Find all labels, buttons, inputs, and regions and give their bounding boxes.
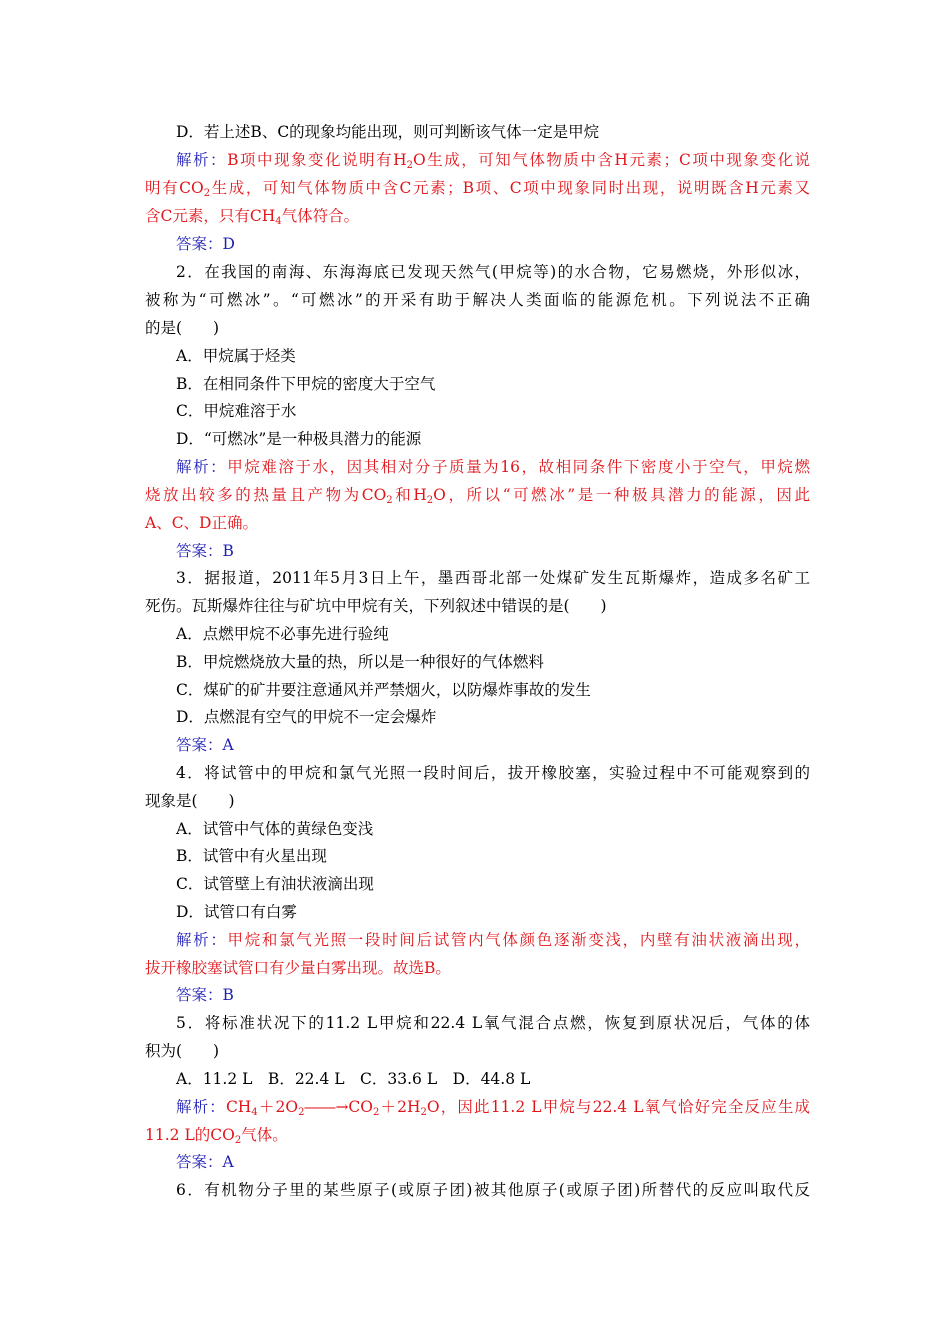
- q4-stem-line-2: 现象是( ): [145, 792, 235, 810]
- q3-stem-line-1: 3．据报道，2011年5月3日上午，墨西哥北部一处煤矿发生瓦斯爆炸，造成多名矿工: [176, 569, 810, 587]
- q4-stem-line-1: 4．将试管中的甲烷和氯气光照一段时间后，拔开橡胶塞，实验过程中不可能观察到的: [176, 764, 810, 782]
- q2-stem-line-1: 2．在我国的南海、东海海底已发现天然气(甲烷等)的水合物，它易燃烧，外形似冰，: [176, 263, 810, 281]
- q5-stem-line-1: 5．将标准状况下的11.2 L甲烷和22.4 L氧气混合点燃，恢复到原状况后，气体的体: [176, 1014, 810, 1032]
- analysis-label: 解析：: [176, 931, 228, 949]
- q2-stem-line-3: 的是( ): [145, 319, 220, 337]
- analysis-label: 解析：: [176, 458, 228, 476]
- q1-analysis-line-3: 含C元素，只有$CH_4$气体符合。: [145, 207, 360, 227]
- q5-options: A．11.2 L B．22.4 L C．33.6 L D．44.8 L: [176, 1070, 531, 1088]
- q1-answer: 答案：D: [176, 235, 235, 253]
- q1-analysis-line-1: 解析：B项中现象变化说明有$H_2O$生成，可知气体物质中含H元素；C项中现象变化说: [176, 151, 810, 171]
- q3-stem-line-2: 死伤。瓦斯爆炸往往与矿坑中甲烷有关，下列叙述中错误的是( ): [145, 597, 607, 615]
- q5-analysis-line-2: 11.2 L的$CO_2$气体。: [145, 1126, 288, 1146]
- q3-option-c: C．煤矿的矿井要注意通风并严禁烟火，以防爆炸事故的发生: [176, 681, 591, 699]
- q2-stem-line-2: 被称为“可燃冰”。“可燃冰”的开采有助于解决人类面临的能源危机。下列说法不正确: [145, 291, 810, 309]
- q6-stem-line-1: 6．有机物分子里的某些原子(或原子团)被其他原子(或原子团)所替代的反应叫取代反: [176, 1181, 810, 1199]
- q3-option-a: A．点燃甲烷不必事先进行验纯: [176, 625, 389, 643]
- analysis-label: 解析：: [176, 1098, 226, 1116]
- q4-option-c: C．试管壁上有油状液滴出现: [176, 875, 374, 893]
- q5-stem-line-2: 积为( ): [145, 1042, 220, 1060]
- q2-analysis-line-1: 解析：甲烷难溶于水，因其相对分子质量为16，故相同条件下密度小于空气，甲烷燃: [176, 458, 810, 476]
- q3-answer: 答案：A: [176, 736, 234, 754]
- q5-analysis-line-1: 解析：$CH_4+2O_2――\to CO_2+2H_2O$，因此11.2 L甲烷与22.4 L氧气恰好完全反应生成: [176, 1098, 810, 1118]
- q3-option-d: D．点燃混有空气的甲烷不一定会爆炸: [176, 708, 437, 726]
- q4-answer: 答案：B: [176, 986, 234, 1004]
- q1-analysis-line-2: 明有$CO_2$生成，可知气体物质中含C元素；B项、C项中现象同时出现，说明既含H元素又: [145, 179, 810, 199]
- q4-analysis-line-2: 拔开橡胶塞试管口有少量白雾出现。故选B。: [145, 959, 451, 977]
- q4-analysis-line-1: 解析：甲烷和氯气光照一段时间后试管内气体颜色逐渐变浅，内壁有油状液滴出现，: [176, 931, 810, 949]
- q2-answer: 答案：B: [176, 542, 234, 560]
- q5-answer: 答案：A: [176, 1153, 234, 1171]
- q4-option-d: D．试管口有白雾: [176, 903, 297, 921]
- q2-option-c: C．甲烷难溶于水: [176, 402, 297, 420]
- q2-analysis-line-2: 烧放出较多的热量且产物为$CO_2$和$H_2O$，所以“可燃冰”是一种极具潜力的能源，因此: [145, 486, 810, 506]
- q2-option-b: B．在相同条件下甲烷的密度大于空气: [176, 375, 436, 393]
- analysis-label: 解析：: [176, 151, 228, 169]
- q2-option-a: A．甲烷属于烃类: [176, 347, 296, 365]
- q1-option-d: D．若上述B、C的现象均能出现，则可判断该气体一定是甲烷: [176, 123, 600, 141]
- q2-option-d: D．“可燃冰”是一种极具潜力的能源: [176, 430, 422, 448]
- q4-option-b: B．试管中有火星出现: [176, 847, 327, 865]
- q2-analysis-line-3: A、C、D正确。: [145, 514, 258, 532]
- q3-option-b: B．甲烷燃烧放大量的热，所以是一种很好的气体燃料: [176, 653, 544, 671]
- q4-option-a: A．试管中气体的黄绿色变浅: [176, 820, 374, 838]
